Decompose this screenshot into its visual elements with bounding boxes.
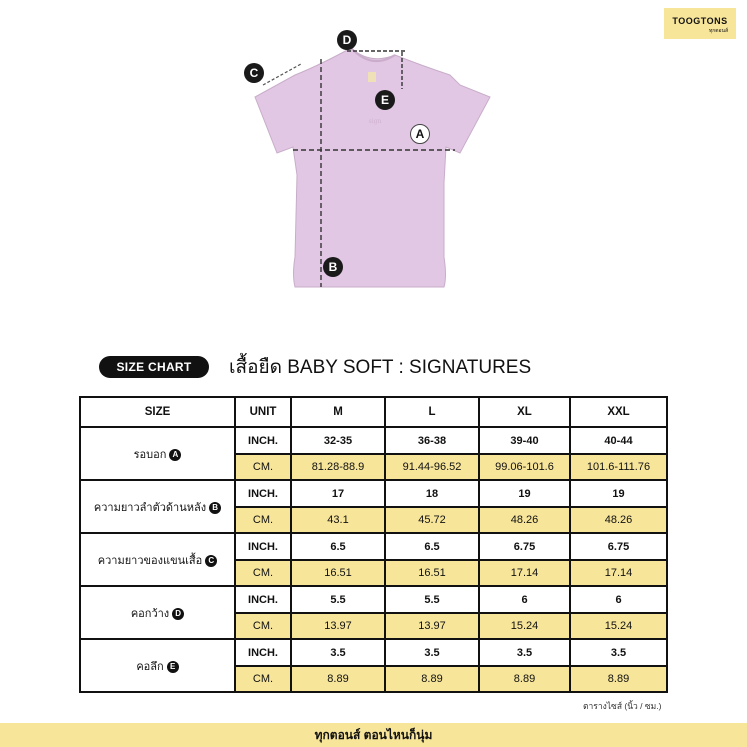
brand-tagline: ทุกตอนส์ [708, 28, 728, 34]
value-cell: 48.26 [479, 507, 570, 533]
value-cell: 15.24 [570, 613, 667, 639]
table-row [80, 480, 667, 507]
value-cell: 8.89 [479, 666, 570, 692]
value-cell: 6.75 [479, 533, 570, 560]
value-cell: 101.6-111.76 [570, 454, 667, 480]
value-cell: 16.51 [291, 560, 385, 586]
row-label-back-length [80, 480, 235, 533]
page-title: เสื้อยืด BABY SOFT : SIGNATURES [229, 357, 532, 378]
header-size: SIZE [80, 397, 235, 427]
marker-b: B [323, 257, 343, 277]
value-cell: 91.44-96.52 [385, 454, 479, 480]
unit-cell: INCH. [235, 480, 291, 507]
table-header-row [80, 397, 667, 427]
value-cell: 45.72 [385, 507, 479, 533]
value-cell: 17.14 [479, 560, 570, 586]
row-marker: D [172, 608, 184, 620]
size-chart-badge: SIZE CHART [99, 356, 209, 378]
value-cell: 6.75 [570, 533, 667, 560]
unit-cell: CM. [235, 507, 291, 533]
value-cell: 3.5 [291, 639, 385, 666]
value-cell: 17 [291, 480, 385, 507]
value-cell: 18 [385, 480, 479, 507]
unit-cell: CM. [235, 560, 291, 586]
row-label-neck-depth [80, 639, 235, 692]
header-xl: XL [479, 397, 570, 427]
tshirt-illustration [235, 25, 505, 295]
value-cell: 8.89 [570, 666, 667, 692]
value-cell: 15.24 [479, 613, 570, 639]
value-cell: 19 [570, 480, 667, 507]
value-cell: 3.5 [385, 639, 479, 666]
row-label-text: ความยาวลำตัวด้านหลัง [93, 501, 207, 514]
brand-logo [664, 8, 736, 39]
value-cell: 40-44 [570, 427, 667, 454]
value-cell: 39-40 [479, 427, 570, 454]
row-label-sleeve-length [80, 533, 235, 586]
row-marker: C [205, 555, 217, 567]
header-xxl: XXL [570, 397, 667, 427]
value-cell: 32-35 [291, 427, 385, 454]
row-label-text: รอบอก [133, 448, 167, 461]
value-cell: 43.1 [291, 507, 385, 533]
unit-cell: INCH. [235, 586, 291, 613]
value-cell: 36-38 [385, 427, 479, 454]
unit-cell: INCH. [235, 427, 291, 454]
value-cell: 6.5 [385, 533, 479, 560]
row-marker: B [209, 502, 221, 514]
brand-name: TOOGTONS [672, 16, 728, 26]
neck-tag [368, 72, 376, 82]
marker-c: C [244, 63, 264, 83]
value-cell: 13.97 [291, 613, 385, 639]
table-row [80, 427, 667, 454]
value-cell: 48.26 [570, 507, 667, 533]
row-marker: A [169, 449, 181, 461]
value-cell: 8.89 [385, 666, 479, 692]
row-label-chest [80, 427, 235, 480]
value-cell: 6 [570, 586, 667, 613]
value-cell: 81.28-88.9 [291, 454, 385, 480]
marker-e: E [375, 90, 395, 110]
value-cell: 3.5 [479, 639, 570, 666]
unit-cell: CM. [235, 666, 291, 692]
value-cell: 16.51 [385, 560, 479, 586]
value-cell: 5.5 [385, 586, 479, 613]
footer-banner: ทุกตอนส์ ตอนไหนก็นุ่ม [0, 723, 747, 747]
row-label-neck-width [80, 586, 235, 639]
value-cell: 6 [479, 586, 570, 613]
marker-a: A [410, 124, 430, 144]
header-unit: UNIT [235, 397, 291, 427]
table-row [80, 533, 667, 560]
value-cell: 5.5 [291, 586, 385, 613]
unit-note: ตารางไซส์ (นิ้ว / ซม.) [583, 701, 662, 711]
row-label-text: คอลึก [136, 660, 164, 673]
chest-logo: sign [368, 118, 382, 125]
tshirt-shape [255, 48, 490, 287]
marker-d: D [337, 30, 357, 50]
value-cell: 6.5 [291, 533, 385, 560]
value-cell: 99.06-101.6 [479, 454, 570, 480]
header-m: M [291, 397, 385, 427]
unit-cell: CM. [235, 613, 291, 639]
table-row [80, 586, 667, 613]
size-table [79, 396, 668, 693]
table-row [80, 639, 667, 666]
value-cell: 17.14 [570, 560, 667, 586]
value-cell: 3.5 [570, 639, 667, 666]
unit-cell: CM. [235, 454, 291, 480]
row-label-text: ความยาวของแขนเสื้อ [97, 554, 203, 567]
header-l: L [385, 397, 479, 427]
unit-cell: INCH. [235, 639, 291, 666]
value-cell: 8.89 [291, 666, 385, 692]
value-cell: 13.97 [385, 613, 479, 639]
unit-cell: INCH. [235, 533, 291, 560]
row-label-text: คอกว้าง [130, 607, 170, 620]
value-cell: 19 [479, 480, 570, 507]
row-marker: E [167, 661, 179, 673]
